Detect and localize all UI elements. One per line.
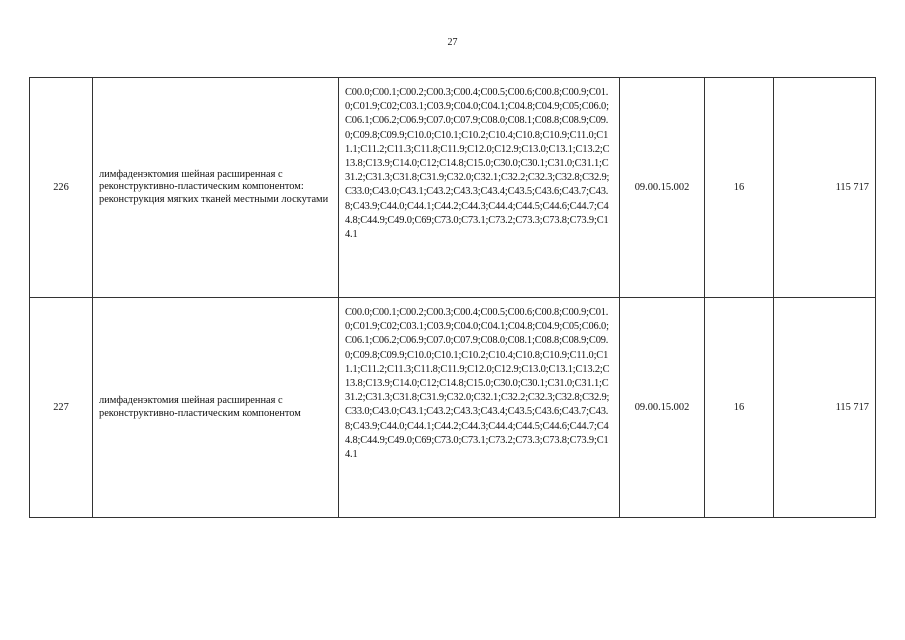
row-number: 226 [30,78,93,298]
cost-value: 115 717 [774,78,876,298]
table-row [30,78,876,298]
diagnosis-codes: C00.0;C00.1;C00.2;C00.3;C00.4;C00.5;C00.6;C00.8;C00.9;C01.0;C01.9;C02;C03.1;C03.9;C04.0;C04.1;C04.8;C04.9;C05;C06.0;C06.1;C06.2;C06.9;C07.0;C07.9;C08.0;C08.1;C08.8;C08.9;C09.0;C09.8;C09.9;C10.0;C10.1;C10.2;C10.4;C10.8;C10.9;C11.0;C11.1;C11.2;C11.3;C11.8;C11.9;C12.0;C12.9;C13.0;C13.1;C13.2;C13.8;C13.9;C14.0;C12;C14.8;C15.0;C30.0;C30.1;C31.0;C31.1;C31.2;C31.3;C31.8;C31.9;C32.0;C32.1;C32.2;C32.3;C32.8;C32.9;C33.0;C43.0;C43.1;C43.2;C43.3;C43.4;C43.5;C43.6;C43.7;C43.8;C43.9;C44.0;C44.1;C44.2;C44.3;C44.4;C44.5;C44.6;C44.7;C44.8;C44.9;C49.0;C69;C73.0;C73.1;C73.2;C73.3;C73.8;C73.9;C14.1 [339,78,620,298]
diagnosis-codes: C00.0;C00.1;C00.2;C00.3;C00.4;C00.5;C00.6;C00.8;C00.9;C01.0;C01.9;C02;C03.1;C03.9;C04.0;C04.1;C04.8;C04.9;C05;C06.0;C06.1;C06.2;C06.9;C07.0;C07.9;C08.0;C08.1;C08.8;C08.9;C09.0;C09.8;C09.9;C10.0;C10.1;C10.2;C10.4;C10.8;C10.9;C11.0;C11.1;C11.2;C11.3;C11.8;C11.9;C12.0;C12.9;C13.0;C13.1;C13.2;C13.8;C13.9;C14.0;C12;C14.8;C15.0;C30.0;C30.1;C31.0;C31.1;C31.2;C31.3;C31.8;C31.9;C32.0;C32.1;C32.2;C32.3;C32.8;C32.9;C33.0;C43.0;C43.1;C43.2;C43.3;C43.4;C43.5;C43.6;C43.7;C43.8;C43.9;C44.0;C44.1;C44.2;C44.3;C44.4;C44.5;C44.6;C44.7;C44.8;C44.9;C49.0;C69;C73.0;C73.1;C73.2;C73.3;C73.8;C73.9;C14.1 [339,298,620,518]
procedure-name: лимфаденэктомия шейная расширенная с реконструктивно-пластическим компонентом: реконструкция мягких тканей местными лоскутами [93,78,339,298]
table-row [30,298,876,518]
service-code: 09.00.15.002 [620,298,705,518]
days-count: 16 [705,298,774,518]
service-code: 09.00.15.002 [620,78,705,298]
procedure-name: лимфаденэктомия шейная расширенная с реконструктивно-пластическим компонентом [93,298,339,518]
row-number: 227 [30,298,93,518]
tariff-table [29,77,876,518]
cost-value: 115 717 [774,298,876,518]
days-count: 16 [705,78,774,298]
page-number: 27 [447,37,458,48]
